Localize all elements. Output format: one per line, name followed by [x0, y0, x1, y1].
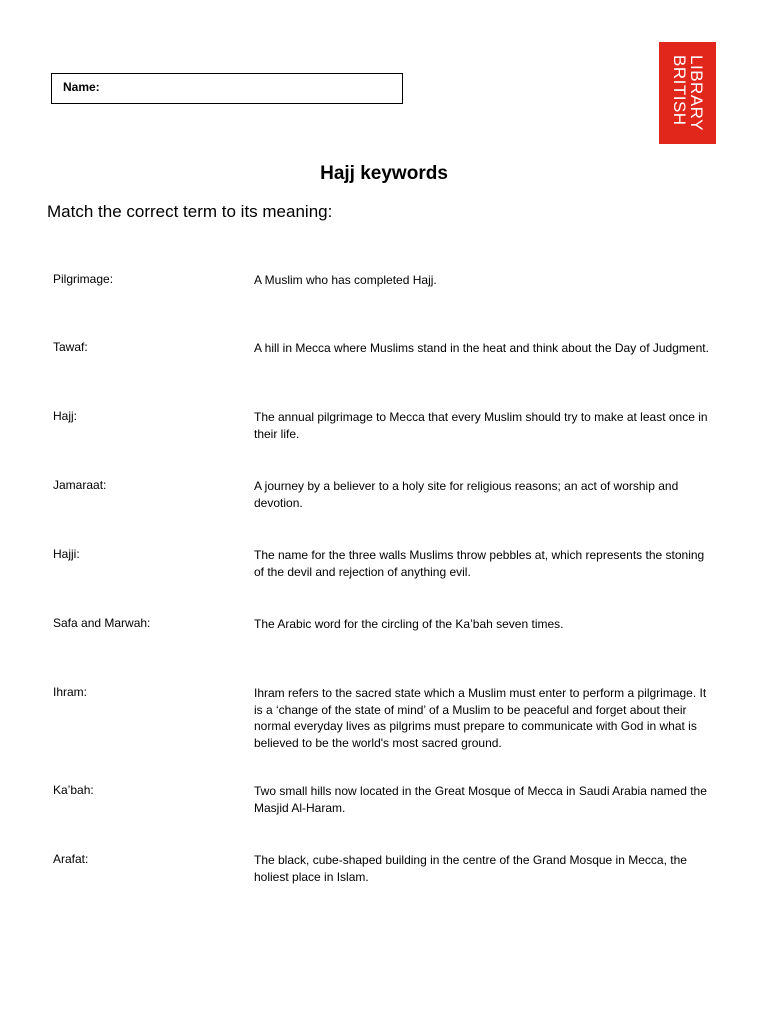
definition-text: The annual pilgrimage to Mecca that every Muslim should try to make at least once in their life. — [254, 410, 708, 441]
term-label: Safa and Marwah: — [53, 616, 151, 630]
logo-text — [671, 55, 705, 131]
logo-line-british: BRITISH — [669, 55, 689, 126]
term-label: Hajj: — [53, 409, 78, 423]
definition-text: A hill in Mecca where Muslims stand in the heat and think about the Day of Judgment. — [254, 341, 709, 355]
term-label: Ka’bah: — [53, 783, 94, 797]
term-label: Ihram: — [53, 685, 88, 699]
definition-text: A Muslim who has completed Hajj. — [254, 273, 437, 287]
british-library-logo — [659, 42, 716, 144]
instruction-text: Match the correct term to its meaning: — [47, 202, 333, 221]
term-label: Tawaf: — [53, 340, 88, 354]
term-label: Pilgrimage: — [53, 272, 114, 286]
definition-text: A journey by a believer to a holy site for religious reasons; an act of worship and devotion. — [254, 479, 679, 510]
term-label: Hajji: — [53, 547, 80, 561]
page-title: Hajj keywords — [320, 163, 448, 184]
definition-text: The Arabic word for the circling of the Ka’bah seven times. — [254, 617, 564, 631]
name-field[interactable] — [51, 73, 403, 104]
definition-text: Two small hills now located in the Great Mosque of Mecca in Saudi Arabia named the Masjid Al-Haram. — [254, 784, 707, 815]
definition-text: The name for the three walls Muslims throw pebbles at, which represents the stoning of the devil and rejection of anything evil. — [254, 548, 705, 579]
definition-text: The black, cube-shaped building in the centre of the Grand Mosque in Mecca, the holiest place in Islam. — [254, 853, 687, 884]
term-label: Jamaraat: — [53, 478, 107, 492]
logo-line-library: LIBRARY — [686, 55, 706, 131]
term-label: Arafat: — [53, 852, 89, 866]
definition-text: Ihram refers to the sacred state which a Muslim must enter to perform a pilgrimage. It is a ‘change of the state of mind’ of a Muslim to be peaceful and forget about their normal everyday lives as pilgrims must prepare to communicate with God in what is believed to be the world's most sacred ground. — [254, 686, 707, 750]
name-label: Name: — [63, 80, 100, 94]
